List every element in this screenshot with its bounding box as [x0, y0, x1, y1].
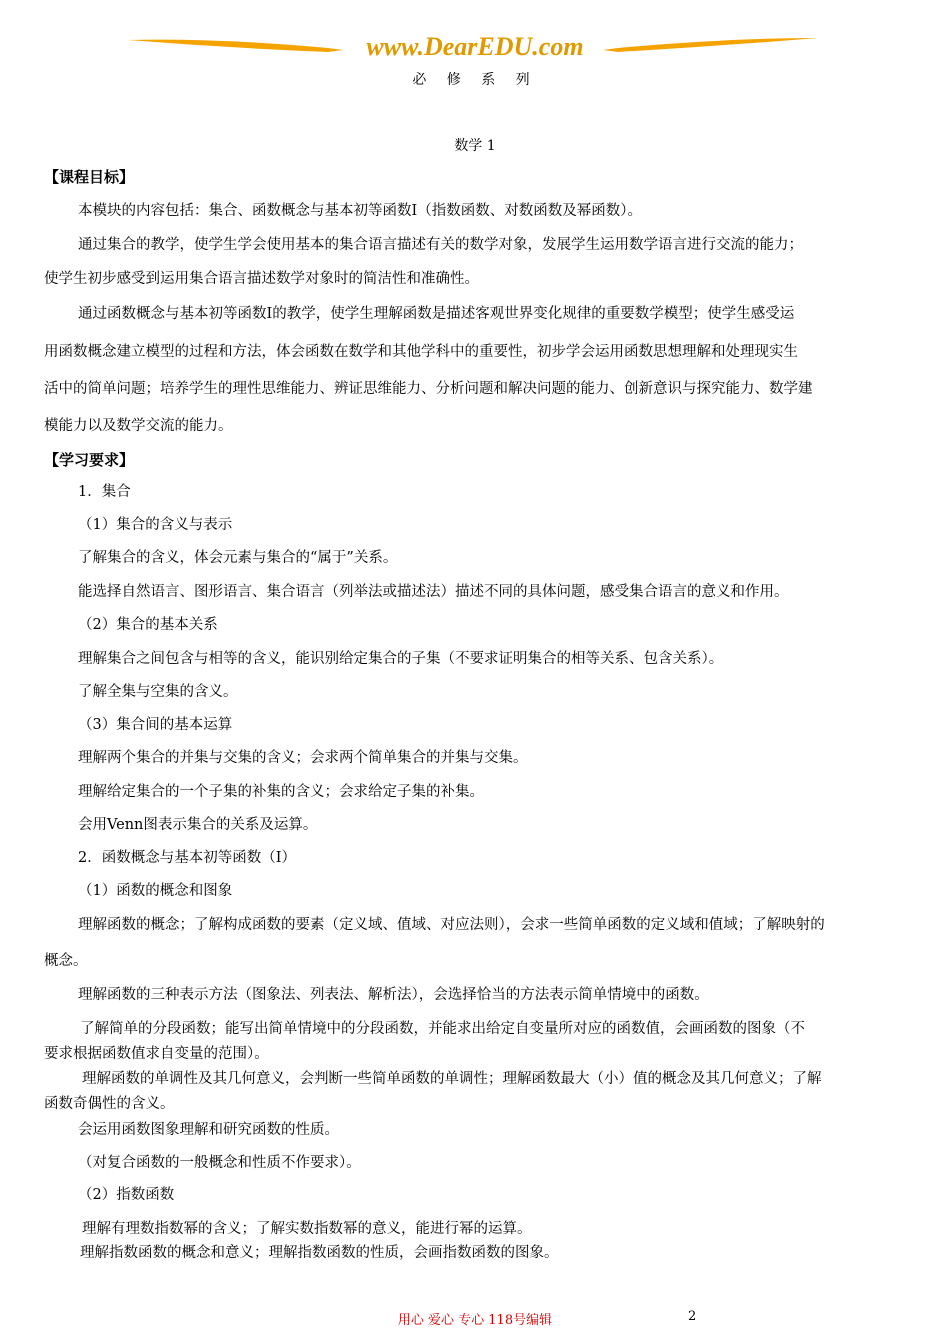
goals-paragraph-line: 通过函数概念与基本初等函数Ⅰ的教学，使学生理解函数是描述客观世界变化规律的重要数学模型；使学生感受运	[78, 306, 795, 322]
req-line: 1．集合	[78, 484, 131, 500]
req-line: 理解函数的单调性及其几何意义，会判断一些简单函数的单调性；理解函数最大（小）值的概念及其几何意义；了解	[82, 1071, 822, 1087]
req-line: 函数奇偶性的含义。	[44, 1096, 175, 1112]
req-line: 了解集合的含义，体会元素与集合的“属于”关系。	[78, 550, 398, 566]
req-line: （对复合函数的一般概念和性质不作要求）。	[78, 1155, 361, 1171]
req-line: 了解全集与空集的含义。	[78, 684, 238, 700]
goals-paragraph-line: 本模块的内容包括：集合、函数概念与基本初等函数Ⅰ（指数函数、对数函数及幂函数）。	[78, 203, 642, 219]
req-line: 理解指数函数的概念和意义；理解指数函数的性质，会画指数函数的图象。	[80, 1245, 559, 1261]
req-line: 理解两个集合的并集与交集的含义；会求两个简单集合的并集与交集。	[78, 750, 528, 766]
req-line: 会用Venn图表示集合的关系及运算。	[78, 817, 318, 833]
req-line: 理解有理数指数幂的含义；了解实数指数幂的意义，能进行幂的运算。	[82, 1221, 532, 1237]
req-line: 要求根据函数值求自变量的范围）。	[44, 1046, 269, 1062]
req-line: 能选择自然语言、图形语言、集合语言（列举法或描述法）描述不同的具体问题，感受集合语言的意义和作用。	[78, 584, 789, 600]
req-line: 理解给定集合的一个子集的补集的含义；会求给定子集的补集。	[78, 784, 484, 800]
page-number: 2	[688, 1309, 697, 1324]
req-line: （1）函数的概念和图象	[78, 883, 233, 899]
req-line: （2）集合的基本关系	[78, 617, 218, 633]
req-line: 理解集合之间包含与相等的含义，能识别给定集合的子集（不要求证明集合的相等关系、包含关系）。	[78, 651, 724, 667]
goals-paragraph-line: 通过集合的教学，使学生学会使用基本的集合语言描述有关的数学对象，发展学生运用数学语言进行交流的能力；	[78, 237, 803, 253]
req-line: （1）集合的含义与表示	[78, 517, 233, 533]
req-line: （2）指数函数	[78, 1187, 175, 1203]
req-line: 会运用函数图象理解和研究函数的性质。	[78, 1122, 339, 1138]
req-line: 了解简单的分段函数；能写出简单情境中的分段函数，并能求出给定自变量所对应的函数值，会画函数的图象（不	[80, 1021, 805, 1037]
section-heading-goals: 【课程目标】	[44, 168, 135, 186]
req-line: 理解函数的概念；了解构成函数的要素（定义域、值域、对应法则），会求一些简单函数的定义域和值域；了解映射的	[78, 917, 825, 933]
req-line: 理解函数的三种表示方法（图象法、列表法、解析法），会选择恰当的方法表示简单情境中的函数。	[78, 987, 709, 1003]
req-line: （3）集合间的基本运算	[78, 717, 233, 733]
site-logo-text: www.DearEDU.com	[366, 32, 584, 61]
req-line: 概念。	[44, 953, 88, 969]
goals-paragraph-line: 使学生初步感受到运用集合语言描述数学对象时的简洁性和准确性。	[44, 271, 479, 287]
series-subtitle: 必 修 系 列	[412, 72, 538, 88]
goals-paragraph-line: 模能力以及数学交流的能力。	[44, 418, 233, 434]
document-title: 数学 1	[454, 138, 496, 154]
goals-paragraph-line: 用函数概念建立模型的过程和方法，体会函数在数学和其他学科中的重要性，初步学会运用函数思想理解和处理现实生	[44, 344, 798, 360]
section-heading-requirements: 【学习要求】	[44, 451, 135, 469]
req-line: 2．函数概念与基本初等函数（Ⅰ）	[78, 850, 296, 866]
goals-paragraph-line: 活中的简单问题；培养学生的理性思维能力、辨证思维能力、分析问题和解决问题的能力、创新意识与探究能力、数学建	[44, 381, 813, 397]
footer-editor-note: 用心 爱心 专心 118号编辑	[397, 1313, 553, 1328]
